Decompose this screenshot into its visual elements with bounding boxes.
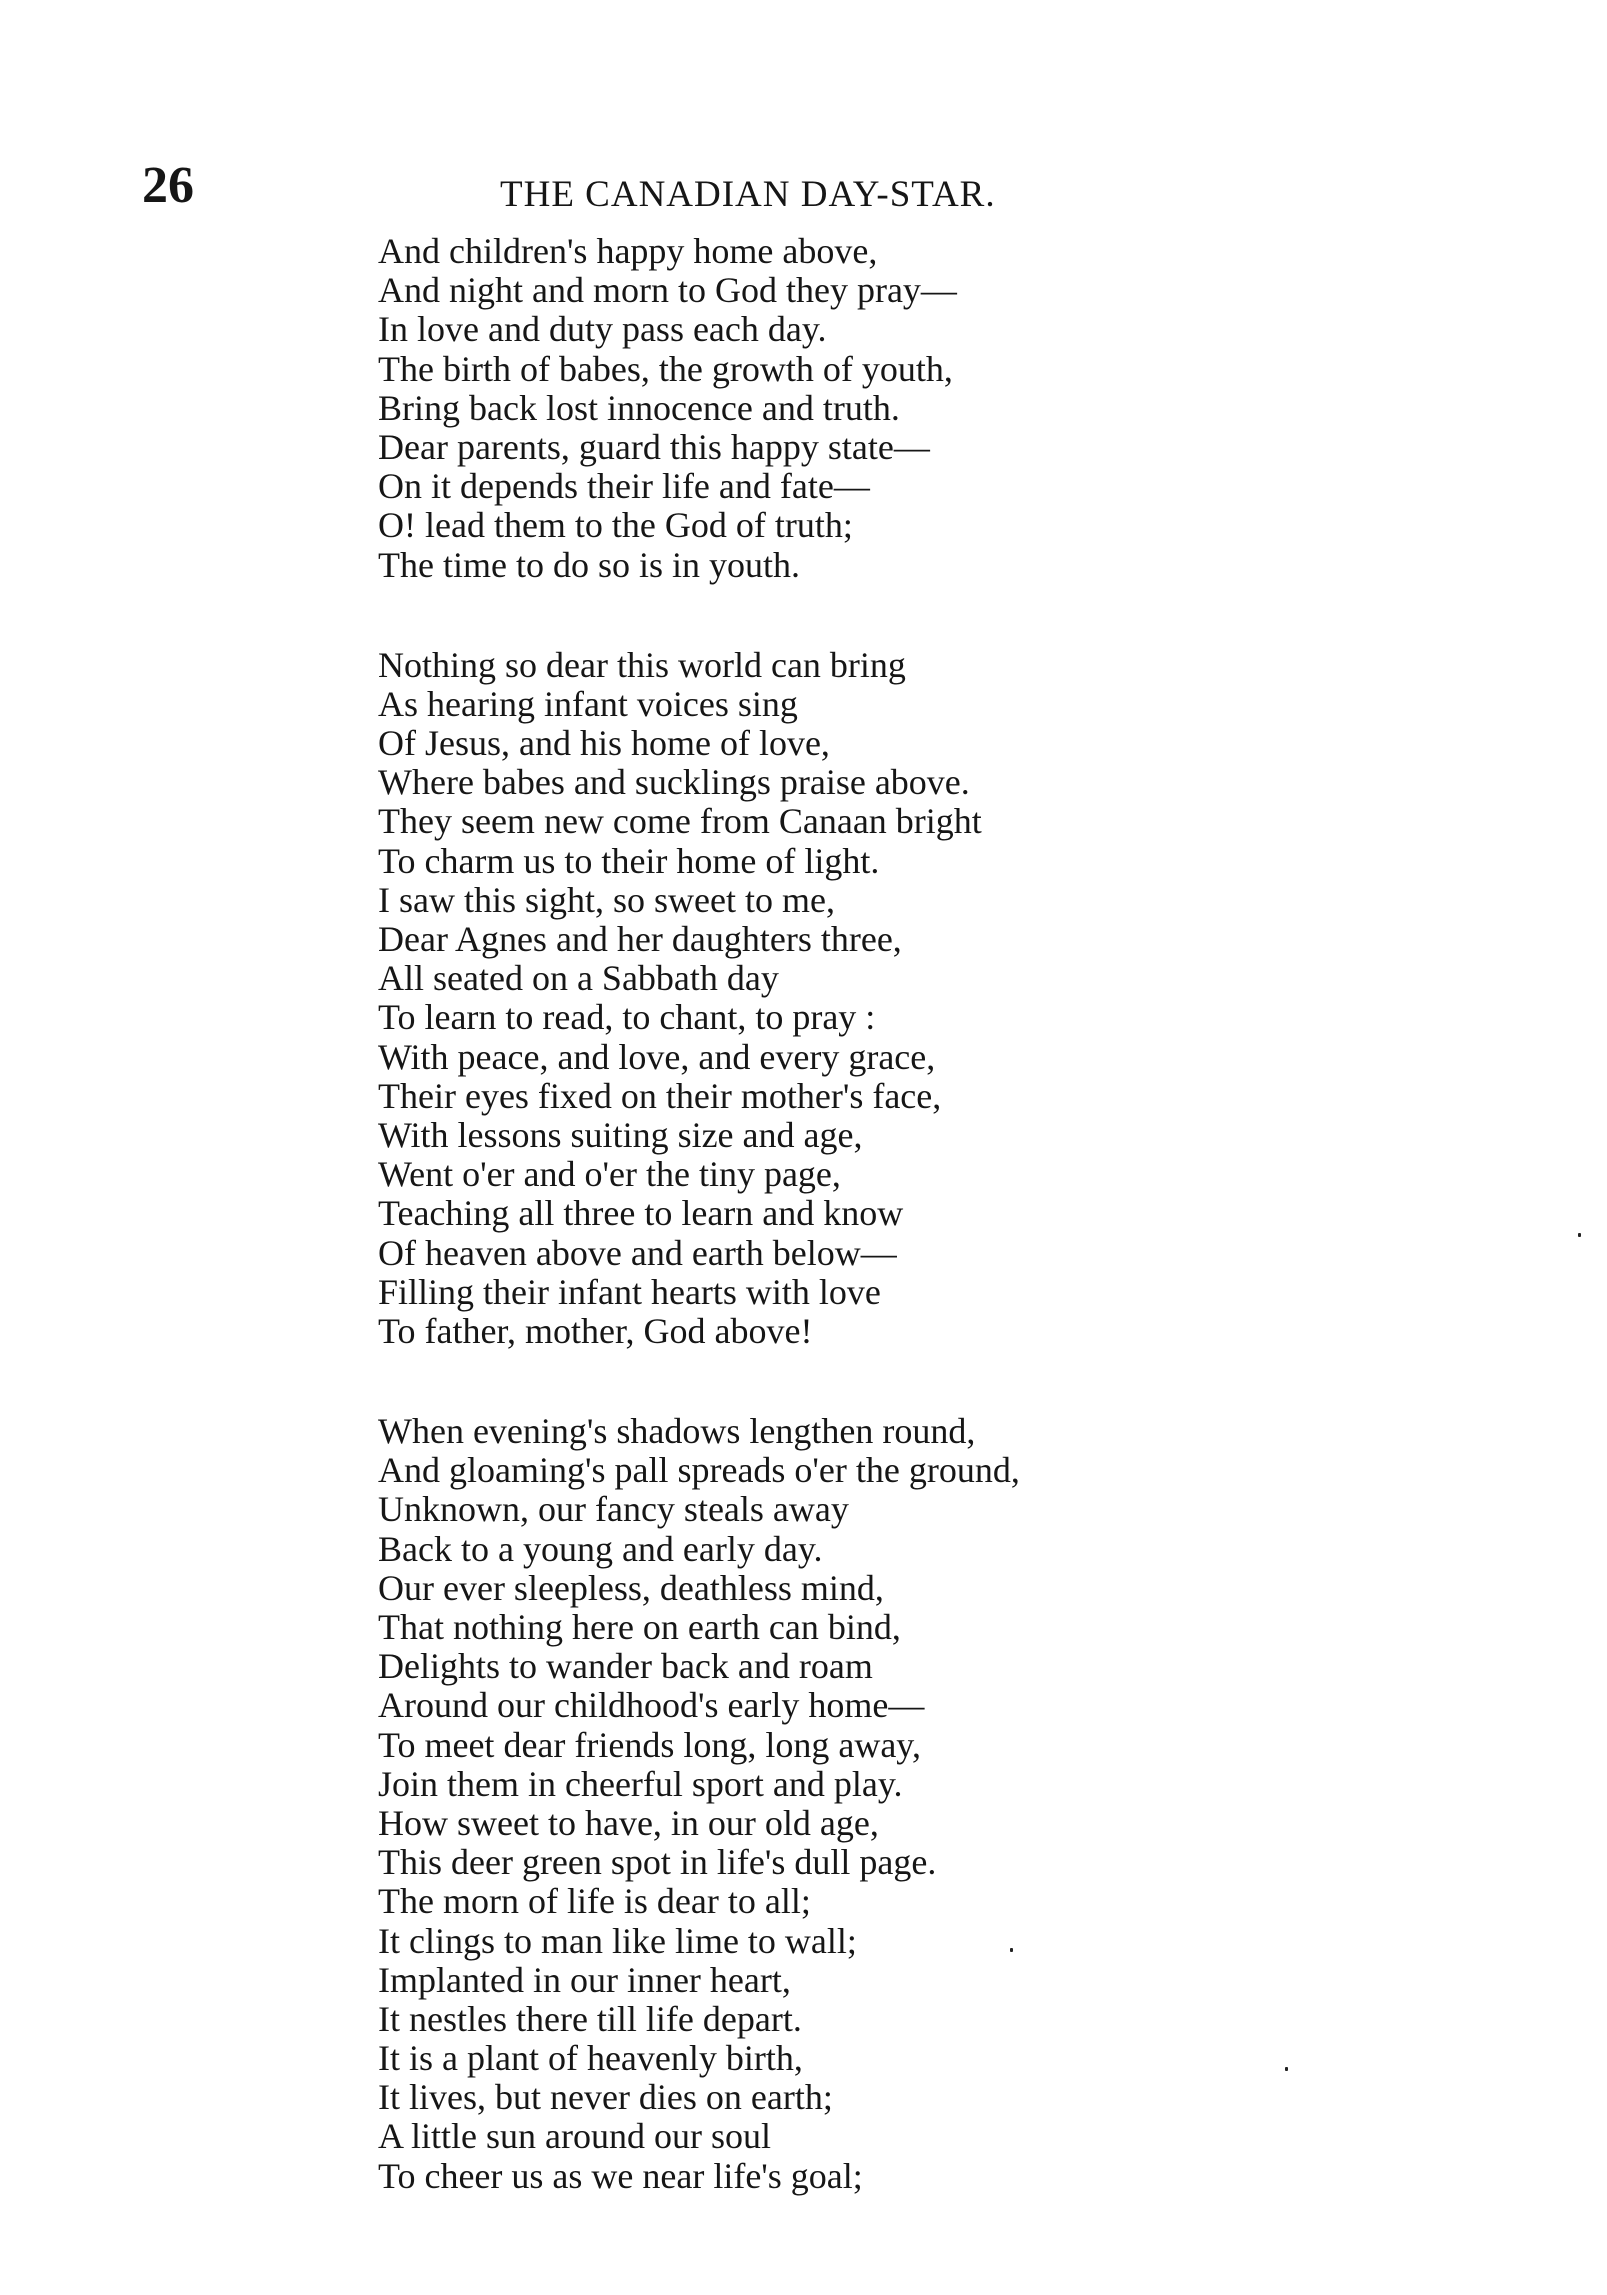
poem-line: Bring back lost innocence and truth.: [378, 387, 900, 428]
poem-line: Around our childhood's early home—: [378, 1685, 925, 1726]
poem-line: Dear parents, guard this happy state—: [378, 426, 930, 467]
stanza-2: [378, 646, 1020, 1351]
poem-line: O! lead them to the God of truth;: [378, 505, 853, 546]
poem-line: Teaching all three to learn and know: [378, 1193, 904, 1234]
poem-line: To charm us to their home of light.: [378, 840, 880, 881]
poem-line: Where babes and sucklings praise above.: [378, 762, 970, 803]
scan-speck: [1578, 1233, 1581, 1237]
poem: [378, 232, 1020, 2196]
poem-line: Of heaven above and earth below—: [378, 1232, 897, 1273]
scan-speck: [1285, 2067, 1288, 2071]
poem-line: Our ever sleepless, deathless mind,: [378, 1567, 884, 1608]
poem-line: Join them in cheerful sport and play.: [378, 1763, 903, 1804]
poem-line: Delights to wander back and roam: [378, 1646, 873, 1687]
poem-line: On it depends their life and fate—: [378, 466, 870, 507]
poem-line: The birth of babes, the growth of youth,: [378, 348, 953, 389]
poem-line: It nestles there till life depart.: [378, 1998, 802, 2039]
poem-line: Dear Agnes and her daughters three,: [378, 919, 902, 959]
poem-line: To father, mother, God above!: [378, 1310, 813, 1351]
stanza-break: [378, 585, 1020, 646]
poem-line: I saw this sight, so sweet to me,: [378, 879, 835, 920]
poem-line: Their eyes fixed on their mother's face,: [378, 1075, 942, 1116]
poem-line: And children's happy home above,: [378, 231, 878, 271]
poem-line: With peace, and love, and every grace,: [378, 1036, 936, 1077]
poem-line: A little sun around our soul: [378, 2116, 771, 2157]
poem-line: All seated on a Sabbath day: [378, 958, 779, 999]
poem-line: It clings to man like lime to wall;: [378, 1920, 857, 1961]
poem-line: Nothing so dear this world can bring: [378, 644, 906, 685]
poem-line: Of Jesus, and his home of love,: [378, 723, 830, 764]
poem-line: Back to a young and early day.: [378, 1528, 823, 1569]
poem-line: And gloaming's pall spreads o'er the ground,: [378, 1450, 1020, 1491]
poem-line: With lessons suiting size and age,: [378, 1114, 863, 1155]
poem-line: To learn to read, to chant, to pray :: [378, 997, 876, 1038]
poem-line: That nothing here on earth can bind,: [378, 1607, 901, 1647]
poem-line: This deer green spot in life's dull page.: [378, 1842, 937, 1883]
poem-line: In love and duty pass each day.: [378, 309, 827, 350]
poem-line: How sweet to have, in our old age,: [378, 1802, 879, 1843]
poem-line: Went o'er and o'er the tiny page,: [378, 1154, 841, 1195]
poem-line: And night and morn to God they pray—: [378, 270, 957, 311]
poem-line: They seem new come from Canaan bright: [378, 801, 982, 842]
stanza-1: [378, 232, 1020, 585]
page-number: 26: [142, 157, 194, 214]
running-head: THE CANADIAN DAY-STAR.: [500, 174, 996, 215]
poem-line: Unknown, our fancy steals away: [378, 1489, 849, 1530]
poem-line: When evening's shadows lengthen round,: [378, 1411, 976, 1452]
poem-line: Filling their infant hearts with love: [378, 1271, 881, 1312]
scan-speck: [1010, 1948, 1013, 1952]
poem-line: It lives, but never dies on earth;: [378, 2077, 833, 2118]
poem-line: The time to do so is in youth.: [378, 544, 800, 585]
stanza-3: [378, 1412, 1020, 2196]
poem-line: It is a plant of heavenly birth,: [378, 2038, 803, 2079]
poem-line: To cheer us as we near life's goal;: [378, 2155, 863, 2196]
stanza-break: [378, 1351, 1020, 1412]
poem-line: As hearing infant voices sing: [378, 683, 798, 724]
poem-line: Implanted in our inner heart,: [378, 1959, 791, 2000]
poem-line: To meet dear friends long, long away,: [378, 1724, 921, 1765]
poem-line: The morn of life is dear to all;: [378, 1881, 811, 1922]
